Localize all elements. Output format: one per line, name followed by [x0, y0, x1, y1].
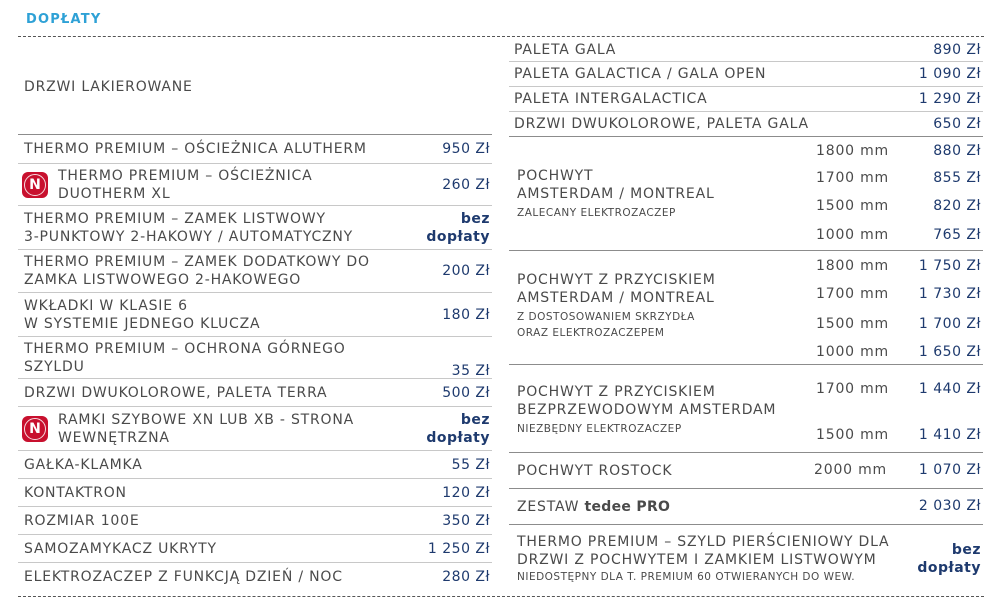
- size-row: [509, 223, 983, 251]
- row-price: 1 290 Zł: [918, 91, 981, 107]
- block-note: NIEZBĘDNY ELEKTROZACZEP: [517, 423, 682, 435]
- row-label: KONTAKTRON: [24, 484, 127, 501]
- table-row: [18, 164, 492, 206]
- row-label-line-2: 3-PUNKTOWY 2-HAKOWY / AUTOMATYCZNY: [24, 228, 354, 245]
- size-row: [509, 139, 983, 167]
- row-label: [24, 210, 353, 246]
- size-row: [509, 194, 983, 222]
- price-line-2: dopłaty: [426, 228, 490, 245]
- size-row: [509, 423, 983, 451]
- row-price: [917, 541, 981, 577]
- size-label: 1800 mm: [816, 143, 889, 159]
- table-row: [18, 379, 492, 407]
- block-title-line-1: POCHWYT: [517, 168, 594, 184]
- row-label: [24, 253, 370, 289]
- row-label-line-1: THERMO PREMIUM – ZAMEK DODATKOWY DO: [24, 254, 370, 270]
- size-label: 1000 mm: [816, 344, 889, 360]
- size-price: 1 730 Zł: [918, 286, 981, 302]
- row-note: NIEDOSTĘPNY DLA T. PREMIUM 60 OTWIERANYCH DO WEW.: [517, 571, 856, 583]
- row-price: 200 Zł: [442, 263, 490, 279]
- row-label-line-1: WKŁADKI W KLASIE 6: [24, 297, 188, 314]
- size-row: [509, 340, 983, 368]
- row-price: 260 Zł: [442, 176, 490, 193]
- handle-amsterdam-block: [509, 137, 983, 251]
- top-dashed-divider: [18, 36, 984, 37]
- row-label: [517, 498, 670, 516]
- tedee-brand: tedee PRO: [584, 499, 671, 515]
- row-label: [58, 167, 312, 203]
- price-line-2: dopłaty: [917, 560, 981, 576]
- table-row: [18, 135, 492, 164]
- table-row: [18, 479, 492, 507]
- row-price: 650 Zł: [933, 116, 981, 132]
- row-price: 120 Zł: [442, 484, 490, 501]
- row-price: [426, 411, 490, 447]
- handle-wireless-block: [509, 365, 983, 453]
- price-line-1: bez: [951, 542, 981, 558]
- handle-rostock-row: [509, 453, 983, 489]
- price-line-2: dopłaty: [426, 429, 490, 446]
- row-label-line-2: ZAMKA LISTWOWEGO 2-HAKOWEGO: [24, 272, 302, 288]
- row-label: THERMO PREMIUM – OŚCIEŻNICA ALUTHERM: [24, 141, 367, 157]
- row-price: 35 Zł: [451, 363, 490, 379]
- price-line-1: bez: [460, 210, 490, 227]
- block-title-line-1: POCHWYT Z PRZYCISKIEM: [517, 272, 716, 288]
- row-price: 350 Zł: [442, 512, 490, 529]
- table-row: [509, 62, 983, 87]
- row-label-line-1: THERMO PREMIUM – ZAMEK LISTWOWY: [24, 210, 326, 227]
- size-price: 1 440 Zł: [918, 381, 981, 397]
- size-label: 1500 mm: [816, 198, 889, 214]
- block-title-line-1: POCHWYT Z PRZYCISKIEM: [517, 384, 716, 400]
- size-price: 1 410 Zł: [918, 427, 981, 443]
- size-row: [509, 377, 983, 405]
- size-label: 1500 mm: [816, 316, 889, 332]
- size-label: 2000 mm: [814, 462, 887, 478]
- block-note-line-2: ORAZ ELEKTROZACZEPEM: [517, 327, 665, 339]
- new-badge-icon: N: [22, 172, 48, 198]
- handle-button-block: [509, 251, 983, 365]
- block-note-line-1: Z DOSTOSOWANIEM SKRZYDŁA: [517, 311, 695, 323]
- table-row: [18, 206, 492, 250]
- row-label: ELEKTROZACZEP Z FUNKCJĄ DZIEŃ / NOC: [24, 569, 343, 585]
- row-label-line-2: DRZWI Z POCHWYTEM I ZAMKIEM LISTWOWYM: [517, 552, 877, 568]
- row-price: 950 Zł: [442, 141, 490, 157]
- size-price: 820 Zł: [933, 198, 981, 214]
- row-label: PALETA INTERGALACTICA: [514, 91, 708, 107]
- size-label: 1500 mm: [816, 427, 889, 443]
- row-label-line-1: RAMKI SZYBOWE XN LUB XB - STRONA: [58, 411, 355, 428]
- row-label: ROZMIAR 100E: [24, 512, 140, 529]
- bottom-dashed-divider: [18, 596, 984, 597]
- row-price: 890 Zł: [933, 41, 981, 58]
- size-row: [509, 166, 983, 194]
- size-price: 1 650 Zł: [918, 344, 981, 360]
- row-price: 180 Zł: [442, 306, 490, 323]
- table-row: [18, 407, 492, 451]
- size-price: 880 Zł: [933, 143, 981, 159]
- row-label: [517, 533, 889, 585]
- size-label: 1700 mm: [816, 170, 889, 186]
- left-header-row: [18, 38, 492, 135]
- row-price: 1 250 Zł: [427, 540, 490, 557]
- table-row: [18, 451, 492, 479]
- row-label: DRZWI DWUKOLOROWE, PALETA TERRA: [24, 384, 328, 401]
- block-title-line-2: AMSTERDAM / MONTREAL: [517, 186, 715, 202]
- row-label-line-2: DUOTHERM XL: [58, 185, 171, 202]
- left-column: [18, 38, 492, 591]
- size-price: 855 Zł: [933, 170, 981, 186]
- row-label: [58, 411, 354, 447]
- right-column: [509, 38, 983, 585]
- table-row: [18, 337, 492, 379]
- row-label: GAŁKA-KLAMKA: [24, 456, 143, 473]
- tedee-set-row: [509, 489, 983, 525]
- row-price: 1 090 Zł: [918, 66, 981, 82]
- row-label-line-1: THERMO PREMIUM – OCHRONA GÓRNEGO: [24, 340, 346, 357]
- size-label: 1700 mm: [816, 286, 889, 302]
- row-price: 500 Zł: [442, 384, 490, 401]
- row-price: 1 070 Zł: [918, 462, 981, 478]
- size-row: [509, 254, 983, 282]
- size-row: [509, 282, 983, 310]
- row-label-line-2: W SYSTEMIE JEDNEGO KLUCZA: [24, 315, 261, 332]
- block-title-line-2: AMSTERDAM / MONTREAL: [517, 290, 715, 306]
- row-label: PALETA GALACTICA / GALA OPEN: [514, 66, 767, 82]
- price-line-1: bez: [460, 411, 490, 428]
- block-note: ZALECANY ELEKTROZACZEP: [517, 207, 676, 219]
- table-row: [509, 87, 983, 112]
- size-label: 1800 mm: [816, 258, 889, 274]
- size-price: 1 750 Zł: [918, 258, 981, 274]
- table-row: [18, 250, 492, 293]
- row-label: [24, 297, 260, 333]
- tedee-label-prefix: ZESTAW: [517, 499, 580, 515]
- table-row: [18, 507, 492, 535]
- size-price: 1 700 Zł: [918, 316, 981, 332]
- row-label: PALETA GALA: [514, 41, 617, 58]
- section-title: DOPŁATY: [26, 12, 102, 27]
- size-label: 1700 mm: [816, 381, 889, 397]
- size-price: 765 Zł: [933, 227, 981, 243]
- table-row: [509, 38, 983, 62]
- row-price: 2 030 Zł: [918, 498, 981, 514]
- table-row: [18, 563, 492, 591]
- ring-escutcheon-row: [509, 525, 983, 585]
- size-label: 1000 mm: [816, 227, 889, 243]
- size-row: [509, 312, 983, 340]
- row-label-line-2: SZYLDU: [24, 358, 85, 375]
- row-price: 55 Zł: [451, 456, 490, 473]
- row-price: 280 Zł: [442, 569, 490, 585]
- table-row: [18, 293, 492, 337]
- row-price: [426, 210, 490, 246]
- new-badge-icon: N: [22, 416, 48, 442]
- row-label-line-1: THERMO PREMIUM – OŚCIEŻNICA: [58, 167, 313, 184]
- table-row: [509, 112, 983, 137]
- row-label-line-2: WEWNĘTRZNA: [58, 429, 170, 446]
- row-label: [24, 340, 346, 376]
- row-label: POCHWYT ROSTOCK: [517, 463, 673, 479]
- block-title-line-2: BEZPRZEWODOWYM AMSTERDAM: [517, 402, 777, 418]
- row-label: DRZWI DWUKOLOROWE, PALETA GALA: [514, 116, 809, 132]
- row-label-line-1: THERMO PREMIUM – SZYLD PIERŚCIENIOWY DLA: [517, 534, 890, 550]
- left-header-label: DRZWI LAKIEROWANE: [24, 79, 193, 95]
- table-row: [18, 535, 492, 563]
- row-label: SAMOZAMYKACZ UKRYTY: [24, 540, 217, 557]
